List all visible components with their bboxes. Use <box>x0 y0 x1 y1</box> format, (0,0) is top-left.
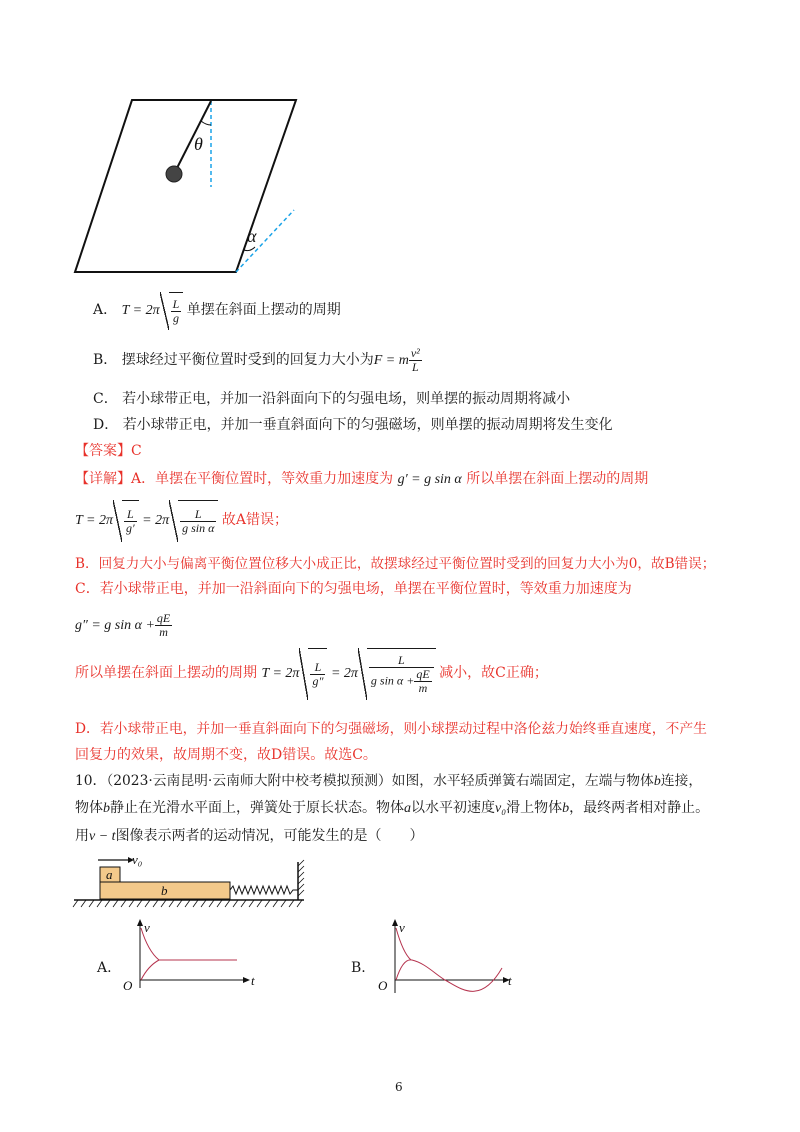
answer-label: 【答案】 <box>75 443 131 459</box>
inclined-pendulum-figure <box>70 95 310 280</box>
velocity-label: v₀ <box>132 852 143 867</box>
option-a-text: 单摆在斜面上摆动的周期 <box>186 302 341 319</box>
option-c-label: C． <box>93 391 118 407</box>
option-a <box>93 292 341 328</box>
question-10-line-1: 10．（2023·云南昆明·云南师大附中校考模拟预测）如图，水平轻质弹簧右端固定，左端与物体b连接， <box>75 773 703 789</box>
pendulum-bob <box>166 166 182 182</box>
graph-a-curve-b <box>141 960 159 980</box>
detail-period-electric-formula: T = 2π $\frac{L}{g''}$ = 2π L g sin α + $\frac{qE}{m}$ <box>261 666 439 681</box>
theta-symbol: θ <box>194 134 203 154</box>
detail-period-formula: T = 2π $\frac{L}{g'}$ = 2π $\frac{L}{\text{g sin α}}$ <box>75 513 222 528</box>
detail-line-8: 回复力的效果，故周期不变，故D错误。故选C。 <box>75 747 377 763</box>
blocks-spring-figure <box>72 852 312 912</box>
option-c <box>93 389 570 409</box>
option-a-formula: T = 2π $\frac{L}{g}$ <box>122 303 187 318</box>
block-a-label: a <box>106 867 113 882</box>
question-10-line-2: 物体b静止在光滑水平面上，弹簧处于原长状态。物体a以水平初速度v₀滑上物体b，最终两者相对静止。 <box>75 800 710 816</box>
option-d <box>93 415 613 435</box>
alpha-reference-dashed <box>236 210 294 272</box>
graph-a-label: A. <box>97 960 112 976</box>
detail-label: 【详解】 <box>75 471 131 487</box>
detail-line-5 <box>75 607 172 643</box>
ground-hatch <box>73 900 302 907</box>
detail-line-3: B．回复力大小与偏离平衡位置位移大小成正比，故摆球经过平衡位置时受到的回复力大小为0，故B错误； <box>75 556 716 572</box>
graph-b-curve-b <box>396 960 502 991</box>
option-c-text: 若小球带正电，并加一沿斜面向下的匀强电场，则单摆的振动周期将减小 <box>122 391 571 407</box>
incline-plane <box>75 100 296 272</box>
graph-a-v-arrow <box>137 919 143 926</box>
option-d-text: 若小球带正电，并加一垂直斜面向下的匀强磁场，则单摆的振动周期将发生变化 <box>122 417 613 433</box>
graph-a-origin: O <box>123 978 133 993</box>
graph-a-curve-a <box>141 928 237 960</box>
graph-b-v-arrow <box>392 919 398 926</box>
answer-line <box>75 441 142 461</box>
graph-b <box>370 918 520 996</box>
wall-hatch <box>298 860 304 896</box>
option-b-label: B． <box>93 352 118 368</box>
detail-effective-g-electric: g″ = g sin α + $\frac{qE}{m}$ <box>75 611 171 640</box>
alpha-arc <box>244 247 255 251</box>
graph-a <box>115 918 265 996</box>
page-number: 6 <box>395 1080 403 1094</box>
detail-line-4: C．若小球带正电，并加一沿斜面向下的匀强电场，单摆在平衡位置时，等效重力加速度为 <box>75 581 632 597</box>
question-10-line-3: 用v − t图像表示两者的运动情况，可能发生的是（ ） <box>75 828 424 844</box>
graph-b-label: B. <box>351 960 366 976</box>
graph-a-t-label: t <box>251 973 255 988</box>
graph-b-t-label: t <box>508 973 512 988</box>
detail-line-2: T = 2π $\frac{L}{g'}$ = 2π $\frac{L}{\text{g sin α}}$ 故A错误； <box>75 500 288 540</box>
answer-value: C <box>131 443 142 459</box>
detail-line-7: D．若小球带正电，并加一垂直斜面向下的匀强磁场，则小球摆动过程中洛伦兹力始终垂直速度，不产生 <box>75 721 707 737</box>
graph-b-origin: O <box>378 978 388 993</box>
option-a-label: A． <box>93 302 118 319</box>
option-d-label: D． <box>93 417 119 433</box>
theta-arc <box>201 121 211 125</box>
option-b-formula: F = m $\frac{\text{v²}}{L}$ <box>373 346 420 375</box>
option-b-text: 摆球经过平衡位置时受到的回复力大小为 <box>121 352 374 368</box>
option-b <box>93 342 422 378</box>
detail-line-1: 【详解】A．单摆在平衡位置时，等效重力加速度为 g′ = g sin α 所以单摆在斜面上摆动的周期 <box>75 471 649 487</box>
detail-line-6: 所以单摆在斜面上摆动的周期 T = 2π $\frac{L}{g''}$ = 2π L g sin α + $\frac{qE}{m}$ 减小，故C正确； <box>75 648 548 698</box>
pendulum-string <box>175 101 211 172</box>
alpha-symbol: α <box>247 226 257 246</box>
block-b-label: b <box>161 883 168 898</box>
spring <box>230 886 298 894</box>
graph-b-v-label: v <box>399 920 405 935</box>
graph-a-t-arrow <box>243 977 250 983</box>
graph-a-v-label: v <box>144 920 150 935</box>
detail-effective-g-formula: g′ = g sin α <box>397 472 462 487</box>
